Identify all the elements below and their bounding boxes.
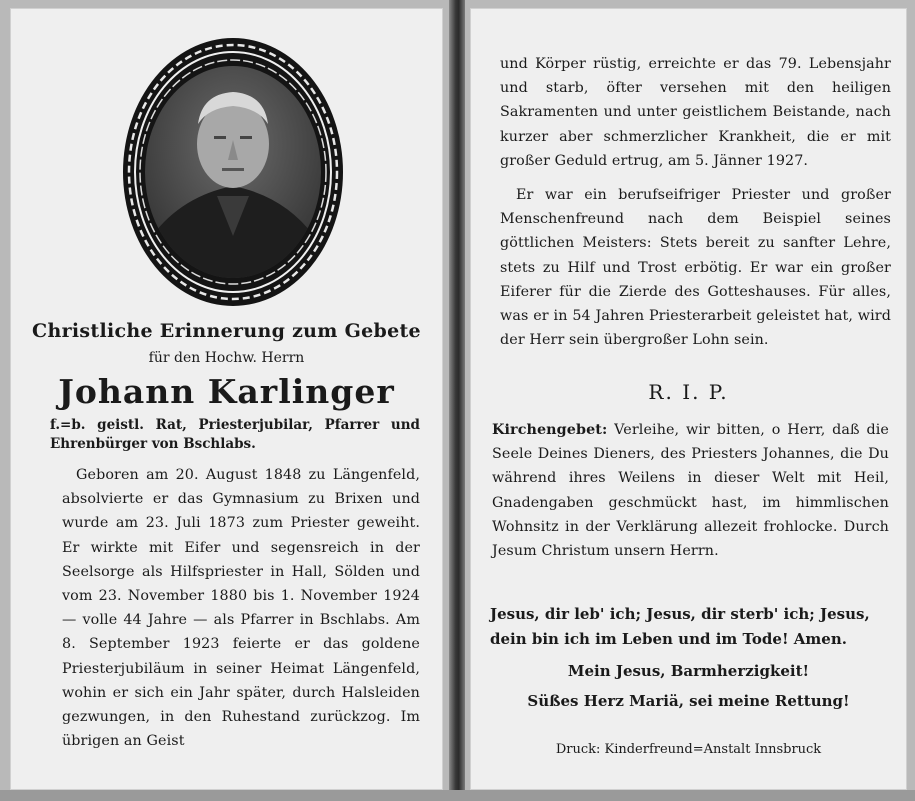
- church-prayer: [492, 418, 889, 563]
- tribute-text: Er war ein berufseifriger Priester und großer Menschenfreund nach dem Beispiel seines göttlichen Meisters: Stets bereit zu sanfter Lehre, stets zu Hilf und Trost erbötig. Er war ein großer Eiferer für die Zierde des Gotteshauses. Für alles, was er in 54 Jahren Priesterarbeit geleistet hat, wird der Herr sein übergroßer Lohn sein.: [500, 187, 891, 349]
- deceased-name: Johann Karlinger: [58, 372, 395, 411]
- jesus-prayer-line-2: dein bin ich im Leben und im Tode! Amen.: [490, 630, 847, 648]
- biography-text: Geboren am 20. August 1848 zu Längenfeld, absolvierte er das Gymnasium zu Brixen und wurde am 23. Juli 1873 zum Priester geweiht. Er wirkte mit Eifer und segensreich in der Seelsorge als Hilfspriester in Hall, Sölden und vom 23. November 1880 bis 1. November 1924 — volle 44 Jahre — als Pfarrer in Bschlabs. Am 8. September 1923 feierte er das goldene Priesterjubiläum in seiner Heimat Längenfeld, wohin er sich ein Jahr später, durch Halsleiden gezwungen, in den Ruhestand zurückzog. Im übrigen an Geist: [62, 467, 420, 750]
- prayer-body: Verleihe, wir bitten, o Herr, daß die Seele Deines Dieners, des Priesters Johannes, die Du während ihres Weilens in dieser Welt mit Heil, Gnadengaben geschmückt hast, im himmlischen Wohnsitz in der Verklärung allezeit frohlocke. Durch Jesum Christum unsern Herrn.: [492, 422, 889, 560]
- card-title: Christliche Erinnerung zum Gebete: [32, 320, 421, 342]
- portrait-photo: [122, 36, 344, 308]
- card-subtitle: für den Hochw. Herrn: [148, 350, 305, 366]
- deceased-titles: f.=b. geistl. Rat, Priesterjubilar, Pfarrer und Ehrenbürger von Bschlabs.: [50, 417, 420, 452]
- biography-continuation: und Körper rüstig, erreichte er das 79. Lebensjahr und starb, öfter versehen mit den heiligen Sakramenten und unter geistlichem Beistande, nach kurzer aber schmerzlicher Krankheit, die er mit großer Geduld ertrug, am 5. Jänner 1927.: [500, 56, 891, 169]
- right-page: [470, 8, 907, 790]
- printer-credit: Druck: Kinderfreund=Anstalt Innsbruck: [555, 742, 822, 757]
- left-page: [10, 8, 443, 790]
- ejaculation-2: Süßes Herz Mariä, sei meine Rettung!: [527, 692, 850, 710]
- jesus-prayer-line-1: Jesus, dir leb' ich; Jesus, dir sterb' ich; Jesus,: [490, 605, 870, 623]
- ejaculation-1: Mein Jesus, Barmherzigkeit!: [567, 662, 810, 680]
- prayer-lead: Kirchengebet:: [492, 422, 608, 438]
- card-bottom-edge: [0, 790, 915, 801]
- rip-heading: R. I. P.: [648, 380, 729, 404]
- page-fold: [449, 0, 465, 801]
- portrait-frame: [122, 36, 344, 308]
